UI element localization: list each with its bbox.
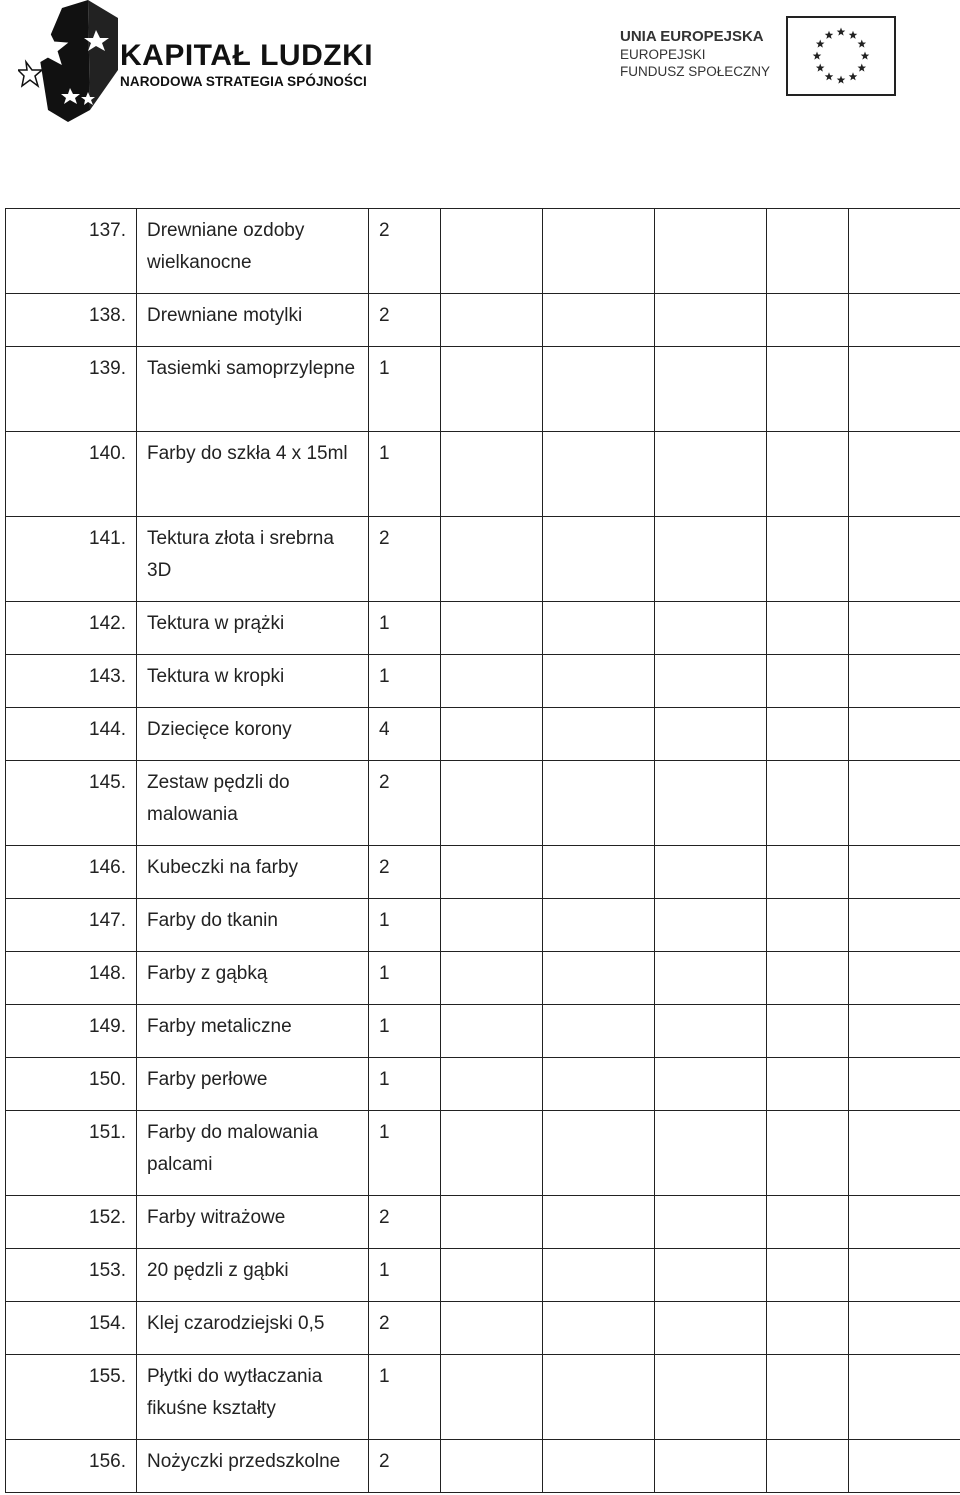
eu-logo (620, 16, 900, 98)
row-number: 153. (89, 1260, 126, 1281)
empty-cell (655, 209, 767, 294)
empty-cell (543, 1440, 655, 1493)
empty-cell (849, 1196, 960, 1249)
empty-cell (767, 1196, 849, 1249)
eu-star-icon (861, 52, 870, 60)
row-number-cell (6, 1355, 137, 1440)
item-quantity-cell (369, 1249, 441, 1302)
item-quantity-cell (369, 347, 441, 432)
empty-cell (849, 209, 960, 294)
eu-star-icon (816, 40, 825, 48)
table-row (6, 1249, 960, 1302)
item-name: Farby z gąbką (147, 963, 268, 984)
empty-cell (655, 347, 767, 432)
row-number-cell (6, 432, 137, 517)
empty-cell (849, 1005, 960, 1058)
item-quantity-cell (369, 294, 441, 347)
item-quantity: 1 (379, 1069, 390, 1090)
item-name: Farby perłowe (147, 1069, 268, 1090)
row-number-cell (6, 1196, 137, 1249)
row-number: 139. (89, 358, 126, 379)
row-number: 151. (89, 1122, 126, 1143)
item-quantity: 1 (379, 666, 390, 687)
item-quantity-cell (369, 209, 441, 294)
item-quantity: 2 (379, 528, 390, 549)
empty-cell (655, 1005, 767, 1058)
item-name-cell (137, 209, 369, 294)
empty-cell (767, 517, 849, 602)
empty-cell (441, 294, 543, 347)
empty-cell (655, 1196, 767, 1249)
empty-cell (767, 1355, 849, 1440)
item-name-cell (137, 655, 369, 708)
logo-title: KAPITAŁ LUDZKI (120, 39, 374, 72)
item-quantity: 2 (379, 220, 390, 241)
empty-cell (543, 602, 655, 655)
item-quantity: 1 (379, 1260, 390, 1281)
item-name-cell (137, 1005, 369, 1058)
empty-cell (849, 761, 960, 846)
item-name: Zestaw pędzli do malowania (147, 772, 290, 825)
table-row (6, 952, 960, 1005)
eu-star-icon (837, 76, 846, 84)
row-number-cell (6, 294, 137, 347)
empty-cell (767, 1440, 849, 1493)
row-number: 137. (89, 220, 126, 241)
item-name-cell (137, 899, 369, 952)
empty-cell (849, 517, 960, 602)
row-number-cell (6, 1058, 137, 1111)
row-number: 147. (89, 910, 126, 931)
item-name-cell (137, 294, 369, 347)
row-number: 138. (89, 305, 126, 326)
table-row (6, 347, 960, 432)
item-quantity-cell (369, 899, 441, 952)
empty-cell (441, 899, 543, 952)
row-number: 145. (89, 772, 126, 793)
row-number: 152. (89, 1207, 126, 1228)
table-row (6, 846, 960, 899)
items-table (5, 208, 960, 1493)
empty-cell (767, 952, 849, 1005)
empty-cell (655, 517, 767, 602)
item-name-cell (137, 347, 369, 432)
table-row (6, 1440, 960, 1493)
item-name-cell (137, 1196, 369, 1249)
empty-cell (767, 602, 849, 655)
item-quantity-cell (369, 708, 441, 761)
empty-cell (655, 1440, 767, 1493)
eu-star-icon (813, 52, 822, 60)
item-quantity: 2 (379, 305, 390, 326)
empty-cell (655, 655, 767, 708)
table-row (6, 708, 960, 761)
empty-cell (655, 1058, 767, 1111)
table-row (6, 655, 960, 708)
empty-cell (441, 1058, 543, 1111)
item-name: Płytki do wytłaczania fikuśne kształty (147, 1366, 323, 1419)
row-number: 156. (89, 1451, 126, 1472)
item-quantity-cell (369, 761, 441, 846)
item-quantity-cell (369, 1111, 441, 1196)
item-name: Farby witrażowe (147, 1207, 286, 1228)
row-number-cell (6, 899, 137, 952)
item-quantity: 2 (379, 1207, 390, 1228)
empty-cell (655, 1111, 767, 1196)
row-number-cell (6, 1111, 137, 1196)
empty-cell (849, 708, 960, 761)
item-quantity: 1 (379, 443, 390, 464)
item-name: Farby do szkła 4 x 15ml (147, 443, 348, 464)
empty-cell (543, 952, 655, 1005)
empty-cell (441, 846, 543, 899)
kapital-ludzki-emblem-icon (18, 0, 118, 125)
table-row (6, 1355, 960, 1440)
item-name: Tasiemki samoprzylepne (147, 358, 356, 379)
empty-cell (655, 1302, 767, 1355)
empty-cell (543, 1249, 655, 1302)
empty-cell (655, 1249, 767, 1302)
empty-cell (543, 432, 655, 517)
empty-cell (655, 899, 767, 952)
empty-cell (767, 846, 849, 899)
empty-cell (441, 1196, 543, 1249)
row-number: 143. (89, 666, 126, 687)
item-quantity: 1 (379, 910, 390, 931)
empty-cell (767, 655, 849, 708)
empty-cell (441, 655, 543, 708)
item-quantity-cell (369, 952, 441, 1005)
item-quantity: 1 (379, 963, 390, 984)
item-name-cell (137, 602, 369, 655)
items-table-body (6, 209, 960, 1493)
table-row (6, 899, 960, 952)
empty-cell (655, 761, 767, 846)
empty-cell (441, 347, 543, 432)
row-number: 150. (89, 1069, 126, 1090)
eu-flag-icon (786, 16, 896, 96)
row-number: 144. (89, 719, 126, 740)
empty-cell (655, 846, 767, 899)
item-name: Tektura w prążki (147, 613, 285, 634)
row-number-cell (6, 209, 137, 294)
item-quantity: 1 (379, 1122, 390, 1143)
items-table-container (5, 208, 960, 1493)
item-quantity-cell (369, 1196, 441, 1249)
row-number: 146. (89, 857, 126, 878)
row-number: 155. (89, 1366, 126, 1387)
empty-cell (441, 708, 543, 761)
empty-cell (543, 209, 655, 294)
item-name: Drewniane ozdoby wielkanocne (147, 220, 305, 273)
eu-stars-icon (788, 18, 894, 94)
item-quantity-cell (369, 432, 441, 517)
item-name: Kubeczki na farby (147, 857, 299, 878)
empty-cell (543, 1111, 655, 1196)
row-number-cell (6, 846, 137, 899)
row-number-cell (6, 1302, 137, 1355)
table-row (6, 294, 960, 347)
row-number-cell (6, 1249, 137, 1302)
empty-cell (543, 708, 655, 761)
empty-cell (655, 708, 767, 761)
table-row (6, 1005, 960, 1058)
item-quantity-cell (369, 1058, 441, 1111)
empty-cell (767, 899, 849, 952)
table-row (6, 1196, 960, 1249)
item-quantity: 2 (379, 1313, 390, 1334)
empty-cell (441, 1302, 543, 1355)
item-name: Farby metaliczne (147, 1016, 292, 1037)
item-quantity-cell (369, 1355, 441, 1440)
eu-star-icon (825, 72, 834, 80)
empty-cell (849, 294, 960, 347)
row-number-cell (6, 517, 137, 602)
item-name-cell (137, 761, 369, 846)
eu-star-icon (849, 72, 858, 80)
empty-cell (543, 1355, 655, 1440)
empty-cell (543, 846, 655, 899)
empty-cell (849, 1440, 960, 1493)
empty-cell (441, 761, 543, 846)
item-quantity: 2 (379, 1451, 390, 1472)
item-name-cell (137, 1111, 369, 1196)
item-quantity-cell (369, 655, 441, 708)
row-number-cell (6, 761, 137, 846)
empty-cell (849, 846, 960, 899)
item-name-cell (137, 1440, 369, 1493)
empty-cell (849, 347, 960, 432)
logo-subtitle: NARODOWA STRATEGIA SPÓJNOŚCI (120, 74, 367, 89)
item-quantity: 1 (379, 1016, 390, 1037)
empty-cell (441, 952, 543, 1005)
row-number-cell (6, 952, 137, 1005)
empty-cell (767, 347, 849, 432)
empty-cell (767, 1058, 849, 1111)
item-quantity: 1 (379, 1366, 390, 1387)
empty-cell (849, 1111, 960, 1196)
item-name-cell (137, 1302, 369, 1355)
empty-cell (543, 347, 655, 432)
empty-cell (543, 761, 655, 846)
row-number-cell (6, 602, 137, 655)
row-number: 148. (89, 963, 126, 984)
table-row (6, 761, 960, 846)
empty-cell (849, 655, 960, 708)
eu-logo-line-1: UNIA EUROPEJSKA (620, 28, 764, 45)
empty-cell (655, 952, 767, 1005)
table-row (6, 209, 960, 294)
item-quantity-cell (369, 846, 441, 899)
eu-star-icon (858, 64, 867, 72)
item-quantity: 1 (379, 613, 390, 634)
empty-cell (441, 517, 543, 602)
item-name: Drewniane motylki (147, 305, 303, 326)
item-name-cell (137, 432, 369, 517)
empty-cell (767, 1111, 849, 1196)
empty-cell (441, 1440, 543, 1493)
empty-cell (441, 1355, 543, 1440)
empty-cell (655, 1355, 767, 1440)
empty-cell (441, 1249, 543, 1302)
empty-cell (655, 602, 767, 655)
kapital-ludzki-logo (18, 0, 378, 125)
empty-cell (849, 1058, 960, 1111)
empty-cell (767, 209, 849, 294)
item-name: Farby do malowania palcami (147, 1122, 319, 1175)
item-name: Nożyczki przedszkolne (147, 1451, 341, 1472)
empty-cell (441, 1111, 543, 1196)
empty-cell (543, 899, 655, 952)
row-number: 149. (89, 1016, 126, 1037)
table-row (6, 1111, 960, 1196)
empty-cell (441, 209, 543, 294)
empty-cell (849, 1355, 960, 1440)
empty-cell (849, 899, 960, 952)
item-quantity-cell (369, 1440, 441, 1493)
item-name: Klej czarodziejski 0,5 (147, 1313, 325, 1334)
item-quantity-cell (369, 602, 441, 655)
page-header (0, 0, 960, 130)
empty-cell (767, 294, 849, 347)
row-number-cell (6, 347, 137, 432)
table-row (6, 602, 960, 655)
empty-cell (767, 1005, 849, 1058)
eu-star-icon (816, 64, 825, 72)
empty-cell (767, 432, 849, 517)
row-number: 154. (89, 1313, 126, 1334)
empty-cell (767, 761, 849, 846)
empty-cell (849, 952, 960, 1005)
item-name-cell (137, 952, 369, 1005)
empty-cell (849, 1302, 960, 1355)
item-name-cell (137, 1355, 369, 1440)
empty-cell (543, 1196, 655, 1249)
row-number: 142. (89, 613, 126, 634)
table-row (6, 1058, 960, 1111)
empty-cell (441, 1005, 543, 1058)
item-quantity: 4 (379, 719, 390, 740)
eu-star-icon (849, 31, 858, 39)
eu-star-icon (858, 40, 867, 48)
item-name: 20 pędzli z gąbki (147, 1260, 289, 1281)
empty-cell (655, 294, 767, 347)
empty-cell (767, 1249, 849, 1302)
empty-cell (543, 1005, 655, 1058)
item-name: Tektura złota i srebrna 3D (147, 528, 334, 581)
item-name-cell (137, 1058, 369, 1111)
item-name-cell (137, 1249, 369, 1302)
row-number: 140. (89, 443, 126, 464)
empty-cell (849, 432, 960, 517)
empty-cell (543, 294, 655, 347)
item-name: Farby do tkanin (147, 910, 278, 931)
empty-cell (849, 1249, 960, 1302)
item-quantity-cell (369, 1302, 441, 1355)
empty-cell (767, 1302, 849, 1355)
eu-logo-line-2: EUROPEJSKI (620, 47, 706, 62)
item-name: Dziecięce korony (147, 719, 292, 740)
item-quantity-cell (369, 1005, 441, 1058)
row-number-cell (6, 1005, 137, 1058)
item-name-cell (137, 517, 369, 602)
item-name: Tektura w kropki (147, 666, 285, 687)
empty-cell (543, 517, 655, 602)
item-quantity-cell (369, 517, 441, 602)
item-quantity: 2 (379, 772, 390, 793)
empty-cell (441, 602, 543, 655)
row-number: 141. (89, 528, 126, 549)
item-name-cell (137, 708, 369, 761)
item-quantity: 2 (379, 857, 390, 878)
empty-cell (767, 708, 849, 761)
table-row (6, 1302, 960, 1355)
empty-cell (543, 1058, 655, 1111)
empty-cell (441, 432, 543, 517)
eu-logo-line-3: FUNDUSZ SPOŁECZNY (620, 64, 771, 79)
row-number-cell (6, 708, 137, 761)
row-number-cell (6, 1440, 137, 1493)
table-row (6, 517, 960, 602)
empty-cell (543, 655, 655, 708)
eu-star-icon (825, 31, 834, 39)
item-name-cell (137, 846, 369, 899)
empty-cell (655, 432, 767, 517)
table-row (6, 432, 960, 517)
empty-cell (543, 1302, 655, 1355)
row-number-cell (6, 655, 137, 708)
eu-star-icon (837, 28, 846, 36)
item-quantity: 1 (379, 358, 390, 379)
empty-cell (849, 602, 960, 655)
